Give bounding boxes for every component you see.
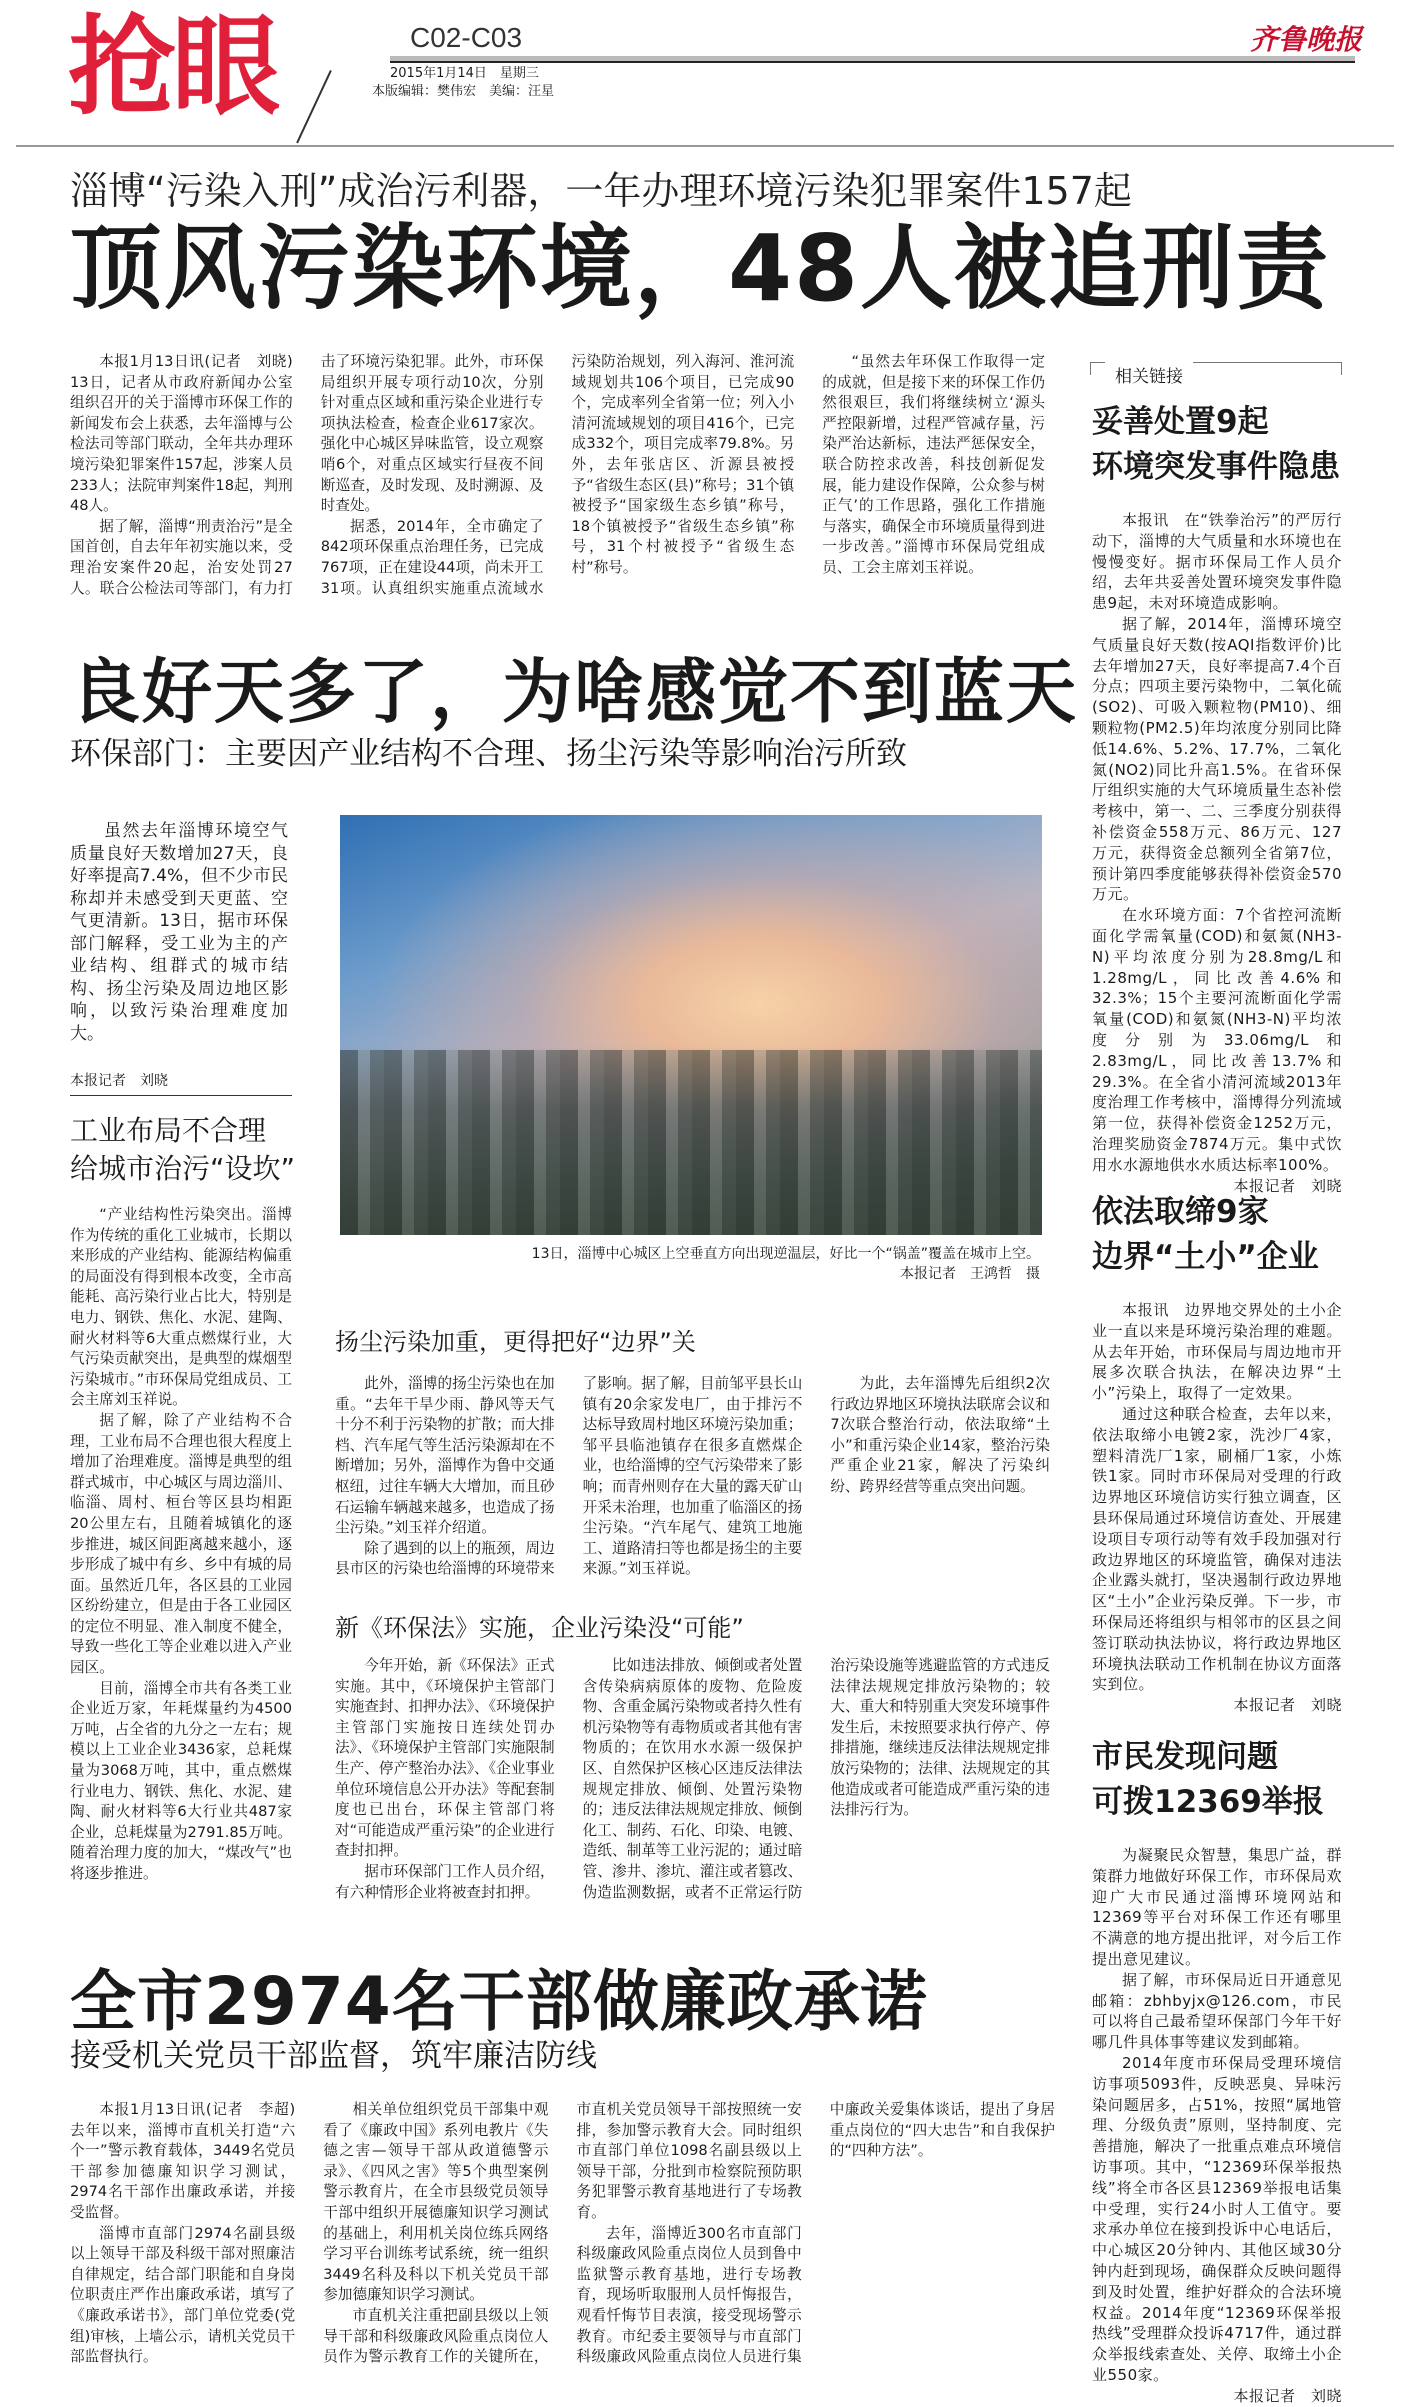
paragraph: 据了解，淄博“刑责治污”是全国首创，自去年年初实施以来，受理治安案件20起，治安处罚27人。联合公检法司等部门，有力打击了环境污染犯罪。此外，市环保局组织开展专项行动10次，分别针对重点区域和重污染企业进行专项执法检查，检查企业617家次。强化中心城区异味监管，设立观察哨6个，对重点区域实行昼夜不间断巡查，及时发现、及时溯源、及时查处。 (70, 353, 544, 597)
sidebar-title (1092, 400, 1342, 490)
sidebar-title-line: 边界“土小”企业 (1092, 1239, 1319, 1275)
paragraph: 据了解，2014年，淄博环境空气质量良好天数(按AQI指数评价)比去年增加27天，良好率提高7.4个百分点；四项主要污染物中，二氧化硫(SO2)、可吸入颗粒物(PM10)、细颗粒物(PM2.5)年均浓度分别同比降低14.6%、5.2%、17.7%，二氧化氮(NO2)同比升高1.5%。在省环保厅组织实施的大气环境质量生态补偿考核中，第一、二、三季度分别获得补偿资金558万元、86万元、127万元，获得资金总额列全省第7位，预计第四季度能够获得补偿资金570万元。 (1092, 614, 1342, 904)
sidebar-body (1092, 510, 1342, 1196)
story2-headline: 良好天多了，为啥感觉不到蓝天 (70, 651, 1078, 733)
section-title-line: 工业布局不合理 (70, 1114, 267, 1147)
section2-body (335, 1374, 1050, 1584)
sidebar-title-line: 依法取缔9家 (1092, 1194, 1269, 1230)
story2-subhead: 环保部门：主要因产业结构不合理、扬尘污染等影响治污所致 (70, 736, 907, 772)
photo-caption (340, 1244, 1040, 1284)
header-slash (296, 70, 332, 143)
paragraph: 通过这种联合检查，去年以来，依法取缔小电镀2家，洗沙厂4家，塑料清洗厂1家，刷桶厂1家，小炼铁1家。同时市环保局对受理的行政边界地区环境信访实行独立调查，区县环保局通过环境信访查处、开展建设项目专项行动等有效手段加强对行政边界地区的环境监管，确保对违法企业露头就打，坚决遏制行政边界地区“土小”企业污染反弹。下一步，市环保局还将组织与相邻市的区县之间签订联动执法协议，将行政边界地区环境执法联动工作机制在协议方面落实到位。 (1092, 1404, 1342, 1694)
section3-body (335, 1656, 1050, 1906)
story3-body (70, 2100, 1055, 2370)
paragraph: 2014年度市环保局受理环境信访事项5093件，反映恶臭、异味污染问题居多，占51%，按照“属地管理、分级负责”原则，坚持制度、完善措施，解决了一批重点难点环境信访事项。其中，“12369环保举报热线”将全市各区县12369举报电话集中受理，实行24小时人工值守。要求承办单位在接到投诉中心电话后，中心城区20分钟内、其他区域30分钟内赶到现场，确保群众反映问题得到及时处置，维护好群众的合法环境权益。2014年度“12369环保举报热线”受理群众投诉4717件，通过群众举报线索查处、关停、取缔土小企业550家。 (1092, 2053, 1342, 2384)
paragraph: “虽然去年环保工作取得一定的成就，但是接下来的环保工作仍然很艰巨，我们将继续树立‘源头严控限新增，过程严管减存量，污染严治达新标，违法严惩保安全，联合防控求改善，科技创新促发展，能力建设作保障，公众参与树正气’的工作思路，强化工作措施与落实，确保全市环境质量得到进一步改善。”淄博市环保局党组成员、工会主席刘玉祥说。 (822, 353, 1045, 576)
paragraph: 为此，去年淄博先后组织2次行政边界地区环境执法联席会议和7次联合整治行动，依法取缔“土小”和重污染企业14家，整治污染严重企业21家，解决了污染纠纷、跨界经营等重点突出问题。 (830, 1375, 1050, 1495)
story2-intro: 虽然去年淄博环境空气质量良好天数增加27天，良好率提高7.4%，但不少市民称却并未感受到天更蓝、空气更清新。13日，据市环保部门解释，受工业为主的产业结构、组群式的城市结构、扬尘污染及周边地区影响，以致污染治理难度加大。 (70, 821, 288, 1044)
paragraph: 本报讯 边界地交界处的土小企业一直以来是环境污染治理的难题。从去年开始，市环保局与周边地市开展多次联合执法，在解决边界“土小”污染上，取得了一定效果。 (1092, 1301, 1342, 1403)
story3-subhead: 接受机关党员干部监督，筑牢廉洁防线 (70, 2038, 597, 2074)
sidebar-title-line: 妥善处置9起 (1092, 404, 1269, 440)
paragraph: 据市环保部门工作人员介绍，有六种情形企业将被查封扣押。 (335, 1862, 555, 1901)
sidebar-title-line: 可拨12369举报 (1092, 1784, 1324, 1820)
section-title: 扬尘污染加重，更得把好“边界”关 (335, 1328, 696, 1356)
byline: 本报记者 刘晓 (1233, 1176, 1342, 1195)
section1-body (70, 1205, 292, 1885)
paragraph: 为凝聚民众智慧，集思广益，群策群力地做好环保工作，市环保局欢迎广大市民通过淄博环境网站和12369等平台对环保工作还有哪里不满意的地方提出批评，对今后工作提出意见建议。 (1092, 1846, 1342, 1968)
paragraph: 此外，淄博的扬尘污染也在加重。“去年干旱少雨、静风等天气十分不利于污染物的扩散；而大排档、汽车尾气等生活污染源却在不断增加；另外，淄博作为鲁中交通枢纽，过往车辆大大增加，而且砂石运输车辆越来越多，也造成了扬尘污染。”刘玉祥介绍道。 (335, 1375, 555, 1537)
sidebar-article (1092, 1735, 1342, 2407)
sidebar-article (1092, 400, 1342, 1196)
byline: 本报记者 刘晓 (1233, 1696, 1342, 1715)
issue-date: 2015年1月14日 星期三 (390, 66, 539, 81)
paragraph: 在水环境方面：7个省控河流断面化学需氧量(COD)和氨氮(NH3-N)平均浓度分别为28.8mg/L和1.28mg/L，同比改善4.6%和32.3%；15个主要河流断面化学需氧量(COD)和氨氮(NH3-N)平均浓度分别为33.06mg/L和2.83mg/L，同比改善13.7%和29.3%。在全省小清河流域2013年度治理工作考核中，淄博得分列流域第一位，获得补偿资金1252万元，治理奖励资金7874万元。集中式饮用水水源地供水水质达标率100%。 (1092, 906, 1342, 1174)
sidebar-article (1092, 1190, 1342, 1716)
divider (16, 145, 1394, 147)
paragraph: 本报1月13日讯(记者 刘晓) 13日，记者从市政府新闻办公室组织召开的关于淄博市环保工作的新闻发布会上获悉，去年淄博与公检法司等部门联动，全年共办理环境污染犯罪案件157起，涉案人员233人；法院审判案件18起，判刑48人。 (70, 353, 308, 515)
sidebar-title (1092, 1190, 1342, 1280)
divider (70, 1095, 292, 1096)
related-links-label: 相关链接 (1105, 362, 1193, 387)
photo-credit: 本报记者 王鸿哲 摄 (900, 1266, 1040, 1282)
section-title: 新《环保法》实施，企业污染没“可能” (335, 1614, 744, 1642)
paragraph: 本报讯 在“铁拳治污”的严厉行动下，淄博的大气质量和水环境也在慢慢变好。据市环保局工作人员介绍，去年共妥善处置环境突发事件隐患9起，未对环境造成影响。 (1092, 511, 1342, 613)
sidebar-title (1092, 1735, 1342, 1825)
page-numbers: C02-C03 (410, 22, 523, 53)
story1-body (70, 352, 1045, 602)
caption-text: 13日，淄博中心城区上空垂直方向出现逆温层，好比一个“锅盖”覆盖在城市上空。 (531, 1246, 1040, 1262)
paragraph: 本报1月13日讯(记者 李超) 去年以来，淄博市直机关打造“六个一”警示教育载体，3449名党员干部参加德廉知识学习测试，2974名干部作出廉政承诺，并接受监督。 (70, 2101, 310, 2221)
sidebar-body (1092, 1845, 1342, 2407)
story3-headline: 全市2974名干部做廉政承诺 (70, 1963, 928, 2040)
paragraph: 市直机关注重把副县级以上领导干部和科级廉政风险重点岗位人员作为警示教育工作的关键所在，市直机关党员领导干部按照统一安排，参加警示教育大会。同时组织市直部门单位1098名副县级以上领导干部，分批到市检察院预防职务犯罪警示教育基地进行了专场教育。 (323, 2101, 802, 2366)
paragraph: 据悉，2014年，全市确定了842项环保重点治理任务，已完成767项，正在建设44项，尚未开工31项。认真组织实施重点流域水污染防治规划，列入海河、淮河流域规划共106个项目，已完成90个，完成率列全省第一位；列入小清河流域规划的项目416个，已完成332个，项目完成率79.8%。另外，去年张店区、沂源县被授予“省级生态区(县)”称号；31个镇被授予“国家级生态乡镇”称号，18个镇被授予“省级生态乡镇”称号，31个村被授予“省级生态村”称号。 (320, 353, 795, 597)
editor-credit: 本版编辑：樊伟宏 美编：汪星 (372, 84, 555, 99)
paragraph: 目前，淄博全市共有各类工业企业近万家，年耗煤量约为4500万吨，占全省的九分之一左右；规模以上工业企业3436家，总耗煤量为3068万吨，其中，重点燃煤行业电力、钢铁、焦化、水泥、建陶、耐火材料等6大行业共487家企业，总耗煤量为2791.85万吨。随着治理力度的加大，“煤改气”也将逐步推进。 (70, 1679, 292, 1882)
paragraph: 据了解，除了产业结构不合理，工业布局不合理也很大程度上增加了治理难度。淄博是典型的组群式城市，中心城区与周边淄川、临淄、周村、桓台等区县均相距20公里左右，且随着城镇化的逐步推进，城区间距离越来越小，逐步形成了城中有乡、乡中有城的局面。虽然近几年，各区县的工业园区纷纷建立，但是由于各工业园区的定位不明显、准入制度不健全，导致一些化工等企业难以进入产业园区。 (70, 1411, 292, 1677)
paragraph: 淄博市直部门2974名副县级以上领导干部及科级干部对照廉洁自律规定，结合部门职能和自身岗位职责庄严作出廉政承诺，填写了《廉政承诺书》，部门单位党委(党组)审核，上墙公示，请机关党员干部监督执行。 (70, 2224, 296, 2366)
sidebar-title-line: 市民发现问题 (1092, 1739, 1278, 1775)
section-title-line: 给城市治污“设坎” (70, 1152, 296, 1185)
byline: 本报记者 刘晓 (1233, 2386, 1342, 2405)
paragraph: 比如违法排放、倾倒或者处置含传染病病原体的废物、危险废物、含重金属污染物或者持久性有机污染物等有毒物质或者其他有害物质的；在饮用水水源一级保护区、自然保护区核心区违反法律法规规定排放、倾倒、处置污染物的；违反法律法规规定排放、倾倒化工、制药、石化、印染、电镀、造纸、制革等工业污泥的；通过暗管、渗井、渗坑、灌注或者篡改、伪造监测数据，或者不正常运行防治污染设施等逃避监管的方式违反法律法规规定排放污染物的；较大、重大和特别重大突发环境事件发生后，未按照要求执行停产、停排措施，继续违反法律法规规定排放污染物的；法律、法规规定的其他造成或者可能造成严重污染的违法排污行为。 (582, 1657, 1050, 1901)
paragraph: 相关单位组织党员干部集中观看了《廉政中国》系列电教片《失德之害—领导干部从政道德警示录》、《四风之害》等5个典型案例警示教育片，在全市县级党员领导干部中组织开展德廉知识学习测试的基础上，利用机关岗位练兵网络学习平台训练考试系统，统一组织3449名科及科以下机关党员干部参加德廉知识学习测试。 (323, 2101, 549, 2304)
sidebar-title-line: 环境突发事件隐患 (1092, 449, 1340, 485)
paragraph: 据了解，市环保局近日开通意见邮箱：zbhbyjx@126.com，市民可以将自己最希望环保部门今年干好哪几件具体事等建议发到邮箱。 (1092, 1970, 1342, 2052)
story2-byline: 本报记者 刘晓 (70, 1073, 168, 1089)
newspaper-logo: 齐鲁晚报 (1250, 23, 1363, 56)
paragraph: 除了遇到的以上的瓶颈，周边县市区的污染也给淄博的环境带来了影响。据了解，目前邹平县长山镇有20余家发电厂，由于排污不达标导致周村地区环境污染加重；邹平县临池镇存在很多直燃煤企业，也给淄博的空气污染带来了影响；而青州则存在大量的露天矿山开采未治理，也加重了临淄区的扬尘污染。“汽车尾气、建筑工地施工、道路清扫等也都是扬尘的主要来源。”刘玉祥说。 (335, 1375, 803, 1578)
story1-headline: 顶风污染环境，48人被追刑责 (70, 215, 1331, 322)
story1-kicker: 淄博“污染入刑”成治污利器，一年办理环境污染犯罪案件157起 (70, 169, 1132, 213)
sidebar-body (1092, 1300, 1342, 1716)
paragraph: 今年开始，新《环保法》正式实施。其中，《环境保护主管部门实施查封、扣押办法》、《环境保护主管部门实施按日连续处罚办法》、《环境保护主管部门实施限制生产、停产整治办法》、《企业事业单位环境信息公开办法》等配套制度也已出台，环保主管部门将对“可能造成严重污染”的企业进行查封扣押。 (335, 1657, 555, 1860)
section-title (70, 1112, 295, 1188)
paragraph: “产业结构性污染突出。淄博作为传统的重化工业城市，长期以来形成的产业结构、能源结构偏重的局面没有得到根本改变，全市高能耗、高污染行业占比大，特别是电力、钢铁、焦化、水泥、建陶、耐火材料等6大重点燃煤行业，大气污染贡献突出，是典型的煤烟型污染城市。”市环保局党组成员、工会主席刘玉祥说。 (70, 1206, 292, 1409)
city-smog-photo (340, 815, 1042, 1235)
paragraph: 去年，淄博近300名市直部门科级廉政风险重点岗位人员到鲁中监狱警示教育基地，进行专场教育，现场听取服刑人员忏悔报告，观看忏悔节目表演，接受现场警示教育。市纪委主要领导与市直部门科级廉政风险重点岗位人员进行集中廉政关爱集体谈话，提出了身居重点岗位的“四大忠告”和自我保护的“四种方法”。 (576, 2101, 1055, 2366)
section-logo: 抢眼 (68, 5, 277, 130)
